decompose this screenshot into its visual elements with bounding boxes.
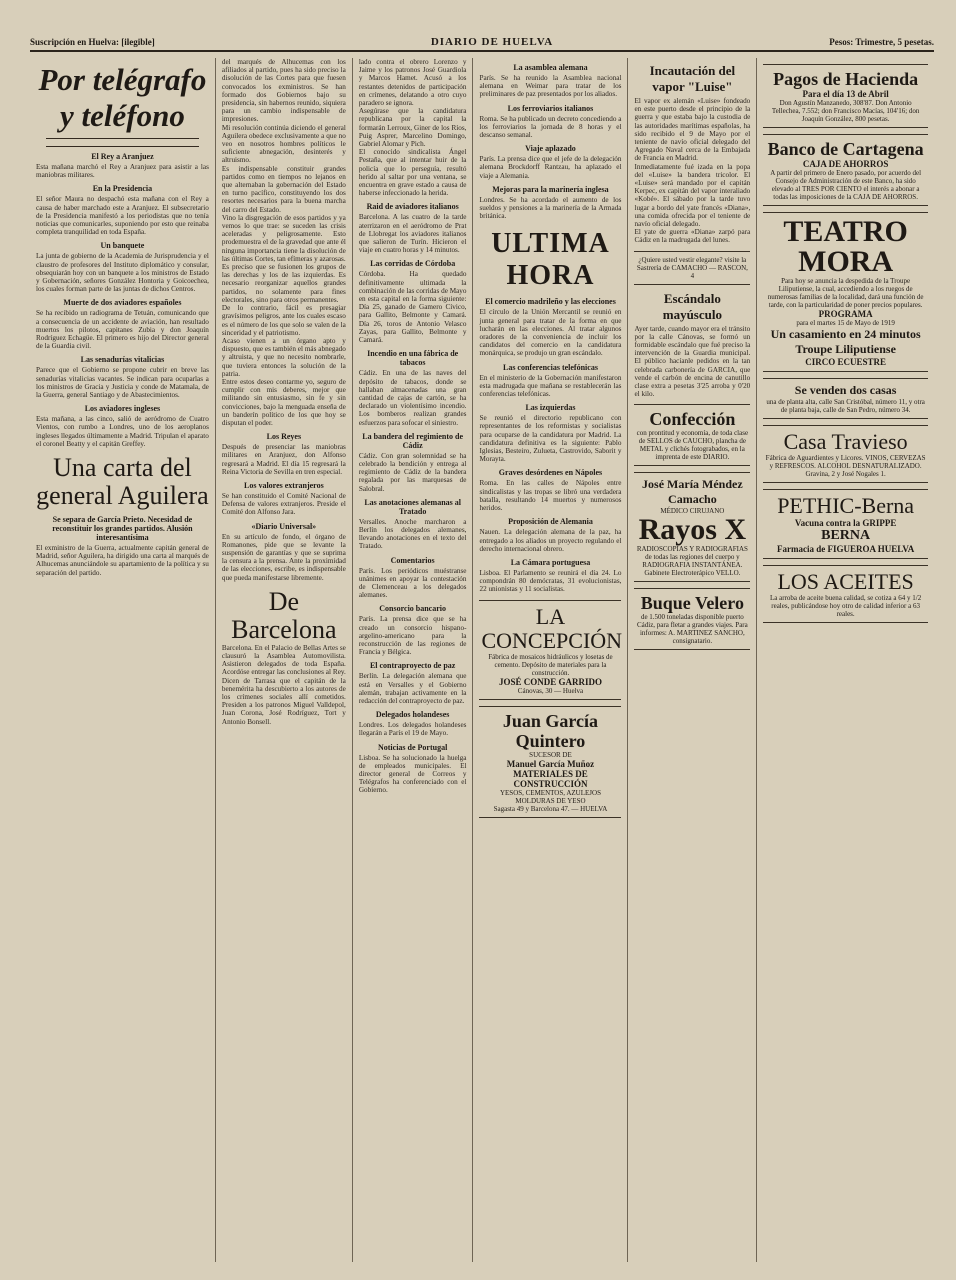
heading-camara-portuguesa: La Cámara portuguesa <box>510 557 591 567</box>
article-body: En el ministerio de la Gobernación manifestaron esta madrugada que mañana se restablecerán las conferencias telefónicas. <box>479 373 622 399</box>
article-body: Córdoba. Ha quedado definitivamente ultimada la combinación de las corridas de Mayo en esta capital en la forma siguiente: Día 25, ganado de Gamero Cívico, para Gallito, Belmonte y Camará. Día 26, toros de Antonio Velasco Zayas, para Gallito, Belmonte y Camará. <box>358 270 467 345</box>
heading-aviadores-espanoles: Muerte de dos aviadores españoles <box>63 298 182 308</box>
ad-line: YESOS, CEMENTOS, AZULEJOS <box>499 788 601 797</box>
ad-sub: SUCESOR DE <box>529 750 572 759</box>
heading-delegados-holandeses: Delegados holandeses <box>375 710 450 720</box>
article-body: El señor Maura no despachó esta mañana con el Rey a causa de haber marchado este a Aranjuez. El subsecretario de la Presidencia manifestó a los periodistas que no tenía noticias que comunicarles, suponiendo por esto que reinaba completa tranquilidad en toda España. <box>36 195 209 237</box>
column-4 <box>473 58 628 1262</box>
heading-separa-garcia-prieto: Se separa de García Prieto. Necesidad de reconstituir los grandes partidos. Alusión interesantísima <box>52 515 193 543</box>
ad-address: Cánovas, 30 — Huelva <box>517 686 584 695</box>
column-3 <box>353 58 474 1262</box>
article-body: Parece que el Gobierno se propone cubrir en breve las senadurías vitalicias vacantes. Se indican para ocuparlas a los ministros de Gracia y Justicia y conde de Matamala, de la Guerra, general Santiago y de Abastecimientos. <box>36 366 209 400</box>
article-body: Entre estos deseo contarme yo, seguro de cumplir con mis deberes, mejor que militando sin entusiasmo, sin fe y sin convicciones, bajo la menguada enseña de un banderín político de los que hoy se disputan el poder. <box>221 377 346 427</box>
article-body: Se ha recibido un radiograma de Tetuán, comunicando que a consecuencia de un accidente de aviación, han resultado muertos los pilotos, capitanes Zubia y don Joaquín Rodríguez Echagüe. El primero es hijo del Director general de la Guardia civil. <box>36 309 209 351</box>
article-body: El conocido sindicalista Ángel Pestaña, que al intentar huir de la policía que lo perseguía, resultó herido al saltar por una ventana, se encuentra en grave estado a causa de haberse infeccionado la herida. <box>358 148 467 198</box>
heading-comentarios: Comentarios <box>390 555 435 565</box>
heading-proposicion-alemania: Proposición de Alemania <box>508 517 593 527</box>
column-2 <box>216 58 353 1262</box>
heading-anotaciones-alemanas: Las anotaciones alemanas al Tratado <box>364 497 461 516</box>
masthead-subscription: Suscripción en Huelva: [ilegible] <box>30 37 155 47</box>
ad-title: Confección <box>649 409 736 430</box>
ad-title: Se venden dos casas <box>794 383 897 397</box>
article-body: París. Se ha reunido la Asamblea nacional alemana en Weimar para tratar de los preliminares de paz presentados por los aliados. <box>479 74 622 99</box>
ad-sub: Para el día 13 de Abril <box>802 89 889 99</box>
heading-raid-aviadores: Raid de aviadores italianos <box>366 202 459 212</box>
article-body: De lo contrario, fácil es presagiar gravísimos peligros, ante los cuales escaso es el número de los que solo se valen de la sinceridad y el patriotismo. <box>221 304 346 337</box>
ad-troupe: Troupe Liliputiense <box>795 342 896 356</box>
article-body: Acaso vienen a un órgano apto y dispuesto, que es también el más abnegado y altruista, y que no necesito nombrarle, que tuviera entonces la solución de la patria. <box>221 336 346 378</box>
article-body: Asegúrase que la candidatura republicana por la capital la formarán Lerroux, Giner de los Ríos, Puig Asprer, Marcelino Domingo, Gabriel Alomar y Pich. <box>358 107 467 149</box>
heading-valores-extranjeros: Los valores extranjeros <box>244 480 324 490</box>
ad-la-concepcion <box>479 600 621 700</box>
ad-buque-velero <box>634 588 750 650</box>
heading-viaje-aplazado: Viaje aplazado <box>525 144 576 154</box>
article-body: Cádiz. En una de las naves del depósito de tabacos, donde se hallaban almacenadas una gran cantidad de cajas de cartón, se ha declarado un violentísimo incendio. Los bomberos realizan grandes esfuerzos para sofocar el siniestro. <box>358 369 467 427</box>
heading-presidencia: En la Presidencia <box>92 184 153 194</box>
article-body: Londres. Se ha acordado el aumento de los sueldos y pensiones a la marinería de la Armada británica. <box>479 195 622 221</box>
article-body: Londres. Los delegados holandeses llegarán a París el 19 de Mayo. <box>358 721 467 738</box>
ad-sub: Vacuna contra la GRIPPE <box>794 518 897 528</box>
heading-corridas-cordoba: Las corridas de Córdoba <box>370 259 456 269</box>
heading-diario-universal: «Diario Universal» <box>251 521 317 531</box>
article-body: Vino la disgregación de esos partidos y ya vemos lo que trae: se suceden las crisis aceleradas y peligrosamente. Esto prodemuestra el de la gravedad que ante él ninguna importancia tiene la disolución de las últimas Cortes, tan efímeras y azarosas. <box>221 213 346 263</box>
article-body: Se reunió el directorio republicano con representantes de los reformistas y socialistas para ocuparse de la candidatura por Madrid. La candidatura definitiva es la siguiente: Pablo Iglesias, Besteiro, Zulueta, Castrovido, Saborit y Morayta. <box>479 414 622 464</box>
article-body: Inmediatamente fué izada en la popa del «Luise» la bandera tricolor. El «Luise» será mandado por el capitán Kerpec, ex capitán del vapor interaliado «Kobé». El sábado por la tarde tuvo lugar a bordo del yate francés «Diana», una comida ofrecida por el teniente de navío oficial delegado. <box>634 162 751 229</box>
ad-title: Casa Travieso <box>783 429 908 454</box>
article-body: Barcelona. A las cuatro de la tarde aterrizaron en el aeródromo de Prat de Llobregat los aviadores italianos que salieron de Turín. Hicieron el viaje en cuatro horas y 14 minutos. <box>358 213 467 255</box>
ad-title: TEATRO MORA <box>783 215 908 278</box>
heading-incendio-tabacos: Incendio en una fábrica de tabacos <box>367 349 459 368</box>
ad-sub: MÉDICO CIRUJANO <box>660 507 725 516</box>
article-body: Después de presenciar las maniobras militares en Aranjuez, don Alfonso regresará a Madrid. El día 15 regresará la Reina Victoria de Sevilla en tren especial. <box>221 443 346 476</box>
ad-owner: JOSÉ CONDE GARRIDO <box>498 676 602 687</box>
ad-berna: BERNA <box>821 528 871 543</box>
article-body: Ayer tarde, cuando mayor era el tránsito por la calle Cánovas, se formó un formidable escándalo que fué preciso la intervención de la Guardia municipal. El público hacíanle pedidos en la tan celebrada carbonería de GARCIA, que vende el carbón de encina de canutillo clase extra a pesetas 3'25 arroba y 0'20 el kilo. <box>634 324 751 399</box>
ad-pagos-hacienda <box>763 64 928 128</box>
heading-marineria-inglesa: Mejoras para la marinería inglesa <box>492 184 609 194</box>
article-body: París. La prensa dice que el jefe de la delegación alemana Brockdorff Rantzau, ha aplazado el viaje a Alemania. <box>479 155 622 180</box>
heading-izquierdas: Las izquierdas <box>525 403 576 413</box>
ad-name: Manuel García Muñoz <box>506 758 595 769</box>
heading-comercio-madrileno: El comercio madrileño y las elecciones <box>485 297 616 307</box>
heading-banquete: Un banquete <box>100 241 145 251</box>
article-body: París. La prensa dice que se ha creado un consorcio hispano-argelino-americano para la reconstrucción de las regiones de Francia y Bélgica. <box>358 615 467 657</box>
heading-aviadores-ingleses: Los aviadores ingleses <box>84 404 161 414</box>
column-6 <box>757 58 934 1262</box>
article-body: Lisboa. El Parlamento se reunirá el día 24. Lo compondrán 80 demócratas, 31 evolucionistas, 22 unionistas y 11 socialistas. <box>479 568 622 594</box>
ad-title: Juan García Quintero <box>502 710 599 751</box>
ad-text: Para hoy se anuncia la despedida de la Troupe Liliputiense, la cual, accediendo a los ruegos de numerosas familias de la localidad, dará una función de tarde, con la particularidad de poner precios populares. <box>767 277 924 309</box>
headline-ultima-hora: ULTIMA HORA <box>491 228 610 292</box>
column-5 <box>628 58 757 1262</box>
article-body: El vapor ex alemán «Luise» fondeado en este puerto desde el principio de la guerra y que estaba bajo la custodia de las autoridades marítimas españolas, ha sido recibido el 9 de Mayo por el teniente de navío oficial delegado del Agregado Naval cerca de la Embajada de Francia en Madrid. <box>634 97 751 163</box>
headline-telegrafo: Por telégrafo y teléfono <box>38 62 207 133</box>
headline-carta-aguilera: Una carta del general Aguilera <box>36 453 209 511</box>
article-body: El círculo de la Unión Mercantil se reunió en junta general para tratar de la forma en que lucharán en las elecciones. Al tratar algunos oradores de la conveniencia de incluir los candidatos del comercio en la candidatura monárquica, se produjo un gran escándalo. <box>479 308 622 358</box>
article-body: lado contra el obrero Lorenzo y Jaime y los patronos José Guardiola y Marcos Hamet. Acusó a los restantes detenidos de participación en crímenes, delatando a otro cuyo paradero se ignora. <box>358 58 467 108</box>
ad-text: La arroba de aceite buena calidad, se cotiza a 64 y 1/2 reales, publicándose hoy otro de calidad inferior a 63 reales. <box>770 594 922 618</box>
ad-venden-casas <box>763 378 928 419</box>
article-body: Roma. En las calles de Nápoles entre sindicalistas y las tropas se libró una verdadera batalla, resultando 14 muertos y numerosos heridos. <box>479 479 622 513</box>
article-body: Cádiz. Con gran solemnidad se ha celebrado la bendición y entrega al regimiento de Cádiz de la bandera regalada por las marquesas de Salobral. <box>358 451 467 493</box>
masthead <box>30 34 934 52</box>
ad-pethic-berna <box>763 489 928 559</box>
ad-text: ¿Quiere usted vestir elegante? visite la Sastrería de CAMACHO — RASCON, 4 <box>636 255 748 280</box>
heading-consorcio-bancario: Consorcio bancario <box>379 604 447 614</box>
ad-sastreria-camacho <box>634 251 750 285</box>
heading-escandalo: Escándalo mayúsculo <box>662 290 722 322</box>
heading-asamblea-alemana: La asamblea alemana <box>513 63 588 72</box>
ad-date: para el martes 15 de Mayo de 1919 <box>796 319 895 327</box>
article-body: Es preciso que se fusionen los grupos de las derechas y los de las izquierdas. Es necesario reorganizar aquellos grandes partidos, no solamente para fines electorales, sino para otros permanentes. <box>221 263 346 304</box>
ad-rayos-x: Rayos X <box>638 513 747 547</box>
ad-text: Don Agustín Manzanedo, 308'87. Don Antonio Tellechea, 7.552; don Francisco Macías, 104'16; don Joaquín González, 800 pesetas. <box>771 99 920 123</box>
masthead-title: DIARIO DE HUELVA <box>430 36 554 48</box>
ad-title: LA CONCEPCIÓN <box>481 603 623 653</box>
ad-medico <box>634 472 750 582</box>
ad-text: Fábrica de mosaicos hidráulicos y losetas de cemento. Depósito de materiales para la construcción. <box>488 652 613 677</box>
ad-text: Fábrica de Aguardientes y Licores. VINOS, CERVEZAS y REFRESCOS. ALCOHOL DESNATURALIZADO. Gravina, 2 y José Nogales 1. <box>765 454 926 478</box>
ad-programa: PROGRAMA <box>818 309 873 319</box>
ad-title: LOS ACEITES <box>777 569 914 594</box>
ad-title: Banco de Cartagena <box>767 139 924 159</box>
headline-barcelona: De Barcelona <box>231 586 337 644</box>
ad-address: Sagasta 49 y Barcelona 47. — HUELVA <box>493 804 608 813</box>
ad-title: Buque Velero <box>640 593 744 614</box>
ad-text: con prontitud y economía, de toda clase de SELLOS de CAUCHO, plancha de METAL y clichés fotograbados, en la imprenta de este DIARIO. <box>636 429 749 462</box>
article-body: Lisboa. Se ha solucionado la huelga de empleados municipales. El director general de Correos y Telégrafos ha conferenciado con el Gobierno. <box>358 753 467 795</box>
article-body: El yate de guerra «Diana» zarpó para Cádiz en la madrugada del lunes. <box>634 228 751 245</box>
article-body: Esta mañana marchó el Rey a Aranjuez para asistir a las maniobras militares. <box>36 163 209 180</box>
heading-desordenes-napoles: Graves desórdenes en Nápoles <box>498 468 603 478</box>
article-body: del marqués de Alhucemas con los afiliados al partido, pues ha sido preciso la disolución de las Cortes para que fuesen convocados los exministros. Se han formado dos Gobiernos bajo su presidencia, sin habernos reunido, siquiera para un cambio indispensable de impresiones. <box>221 58 346 124</box>
ad-confeccion <box>634 404 750 466</box>
heading-ferroviarios-italianos: Los ferroviarios italianos <box>507 103 594 113</box>
ad-casa-travieso <box>763 425 928 483</box>
ad-banco-cartagena <box>763 134 928 206</box>
ad-teatro-mora <box>763 212 928 372</box>
article-body: Nauen. La delegación alemana de la paz, ha entregado a los aliados un proyecto regulando el derecho internacional obrero. <box>479 528 622 553</box>
article-body: Es indispensable constituir grandes partidos como en tiempos no lejanos en que alternaban la gobernación del Estado en turno pacífico, constituyendo los dos resortes necesarios para la buena marcha del carro del Estado. <box>221 164 346 214</box>
article-body: Barcelona. En el Palacio de Bellas Artes se clausuró la Asamblea Automovilista. Asistieron delegados de toda España. Acordóse entregar las conclusiones al Rey. Dicen de Tarrasa que el capitán de la benemérita ha descubierto a los autores de los crímenes sociales allí cometidos. Presiden a los patronos Miguel Valldepol, Juan Corona, José Rodríguez, Tort y Antonio Bonsell. <box>221 643 346 726</box>
article-body: En su artículo de fondo, el órgano de Romanones, pide que se levante la suspensión de garantías y que se suprima la censura a la prensa. Ante la proximidad de las elecciones, escribe, es indispensable que pueda manifestarse libremente. <box>221 532 346 582</box>
masthead-price: Pesos: Trimestre, 5 pesetas. <box>829 37 934 47</box>
article-body: La junta de gobierno de la Academia de Jurisprudencia y el claustro de profesores del Instituto diplomático y consular, obsequiarán hoy con un banquete a los ministros de Estado y Gobernación, señores González Hontoria y Goicoechea, los cuales forman parte de las juntas de dichos Centros. <box>36 252 209 294</box>
ad-text: RADIOSCOPIAS Y RADIOGRAFIAS de todas las regiones del cuerpo y RADIOGRAFIA INSTANTÁNEA. Gabinete Electroterápico VELLO. <box>636 545 748 578</box>
ad-text: de 1.500 toneladas disponible puerto Cádiz, para fletar a grandes viajes. Para informes: A. MARTINEZ SANCHO, consignatario. <box>636 613 748 646</box>
ad-line: MATERIALES DE CONSTRUCCIÓN <box>513 768 588 789</box>
ornament-divider <box>46 138 199 147</box>
article-body: Esta mañana, a las cinco, salió de aeródromo de Cuatro Vientos, con rumbo a Londres, uno de los aeroplanos ingleses llegados últimamente a Madrid. Tripulan el aparato el coronel Beatty y el capitán Greffey. <box>36 415 209 448</box>
ad-title: Pagos de Hacienda <box>773 69 919 89</box>
ad-los-aceites <box>763 565 928 623</box>
article-body: Roma. Se ha publicado un decreto concediendo a los ferroviarios la jornada de 8 horas y el descanso semanal. <box>479 114 622 140</box>
article-body: Se han constituido el Comité Nacional de Defensa de valores extranjeros. Preside el Comité don Alfonso Jara. <box>221 491 346 517</box>
ad-circo: CIRCO ECUESTRE <box>805 357 887 367</box>
heading-conferencias-telefonicas: Las conferencias telefónicas <box>502 362 598 372</box>
ad-farmacia: Farmacia de FIGUEROA HUELVA <box>776 544 915 554</box>
ad-text: una de planta alta, calle San Cristóbal, número 11, y otra de planta baja, calle de San Pedro, número 34. <box>766 398 925 414</box>
columns <box>30 58 934 1262</box>
column-1 <box>30 58 216 1262</box>
ad-line: MOLDURAS DE YESO <box>515 796 586 805</box>
ad-title: José María Méndez Camacho <box>642 477 743 507</box>
article-body: Versalles. Anoche marcharon a Berlín los delegados alemanes, llevando anotaciones en el texto del Tratado. <box>358 517 467 551</box>
heading-los-reyes: Los Reyes <box>266 432 302 442</box>
article-body: Berlín. La delegación alemana que está en Versalles y el Gobierno alemán, trabajan activamente en la redacción del contraproyecto de paz. <box>358 672 467 705</box>
heading-noticias-portugal: Noticias de Portugal <box>377 742 448 752</box>
article-body: El exministro de la Guerra, actualmente capitán general de Madrid, señor Aguilera, ha dirigido una carta al marqués de Alhucemas anunciándole su apartamiento de la política y su separación del partido. <box>36 544 209 577</box>
heading-contraproyecto: El contraproyecto de paz <box>369 661 456 671</box>
heading-rey-aranjuez: El Rey a Aranjuez <box>91 152 154 161</box>
ad-garcia-quintero <box>479 706 621 818</box>
heading-bandera-regimiento: La bandera del regimiento de Cádiz <box>362 431 464 450</box>
heading-incautacion-vapor: Incautación del vapor "Luise" <box>649 63 736 94</box>
article-body: París. Los periódicos muéstranse unánimes en apoyar la contestación de Clemenceau a los delegados alemanes. <box>358 566 467 600</box>
article-body: Mi resolución continúa diciendo el general Aguilera obedece exclusivamente a que no veo en nosotros hombres políticos le suficiente abnegación, desinterés y altruismo. <box>221 123 346 165</box>
ad-sub: CAJA DE AHORROS <box>802 159 889 169</box>
ad-film: Un casamiento en 24 minutos <box>770 327 921 341</box>
heading-senadurias: Las senadurías vitalicias <box>80 355 165 365</box>
ad-title: PETHIC-Berna <box>777 493 915 518</box>
ad-text: A partir del primero de Enero pasado, por acuerdo del Consejo de Administración de este Banco, ha sido elevado al TRES POR CIENTO el interés a abonar a todas las imposiciones de la CAJA DE AHORROS. <box>770 169 922 201</box>
